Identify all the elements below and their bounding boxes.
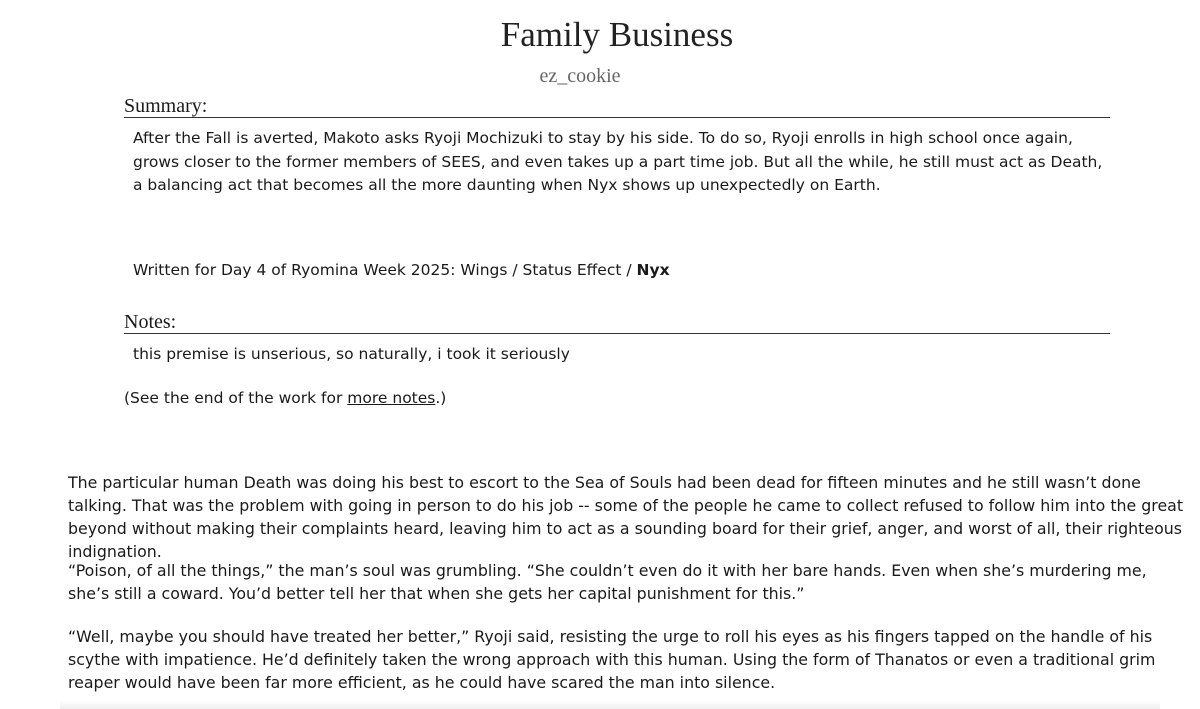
author-name[interactable]: ez_cookie <box>539 65 621 87</box>
story-paragraph: “Well, maybe you should have treated her better,” Ryoji said, resisting the urge to roll his eyes as his fingers tapped on the handle of his scythe with impatience. He’d definitely taken the wrong approach with this human. Using the form of Thanatos or even a traditional grim reaper would have been far more efficient, as he could have scared the man into silence. <box>68 627 1156 692</box>
written-for-bold: Nyx <box>636 261 670 279</box>
story-paragraph: The particular human Death was doing his best to escort to the Sea of Souls had been dead for fifteen minutes and he still wasn’t done talking. That was the problem with going in person to do his job -- some of the people he came to collect refused to follow him into the great beyond without making their complaints heard, leaving him to act as a sounding board for their grief, anger, and worst of all, their righteous indignation. <box>68 473 1184 561</box>
more-notes-link[interactable]: more notes <box>347 389 436 407</box>
notes-heading: Notes: <box>124 311 1110 334</box>
bottom-fade-divider <box>60 700 1160 709</box>
work-title: Family Business <box>500 15 734 54</box>
end-notes-suffix: .) <box>435 389 447 407</box>
end-notes-reference <box>124 387 1104 411</box>
summary-written-for <box>133 259 1108 283</box>
summary-text: After the Fall is averted, Makoto asks Ryoji Mochizuki to stay by his side. To do so, Ryoji enrolls in high school once again, grows closer to the former members of SEES, and even takes up a part time job. But all the while, he still must act as Death, a balancing act that becomes all the more daunting when Nyx shows up unexpectedly on Earth. <box>133 129 1103 194</box>
summary-heading: Summary: <box>124 95 1110 118</box>
written-for-text: Written for Day 4 of Ryomina Week 2025: Wings / Status Effect / <box>133 261 637 279</box>
end-notes-prefix: (See the end of the work for <box>124 389 348 407</box>
story-paragraph: “Poison, of all the things,” the man’s soul was grumbling. “She couldn’t even do it with her bare hands. Even when she’s murdering me, she’s still a coward. You’d better tell her that when she gets her capital punishment for this.” <box>68 561 1147 603</box>
notes-text: this premise is unserious, so naturally, i took it seriously <box>133 345 570 363</box>
